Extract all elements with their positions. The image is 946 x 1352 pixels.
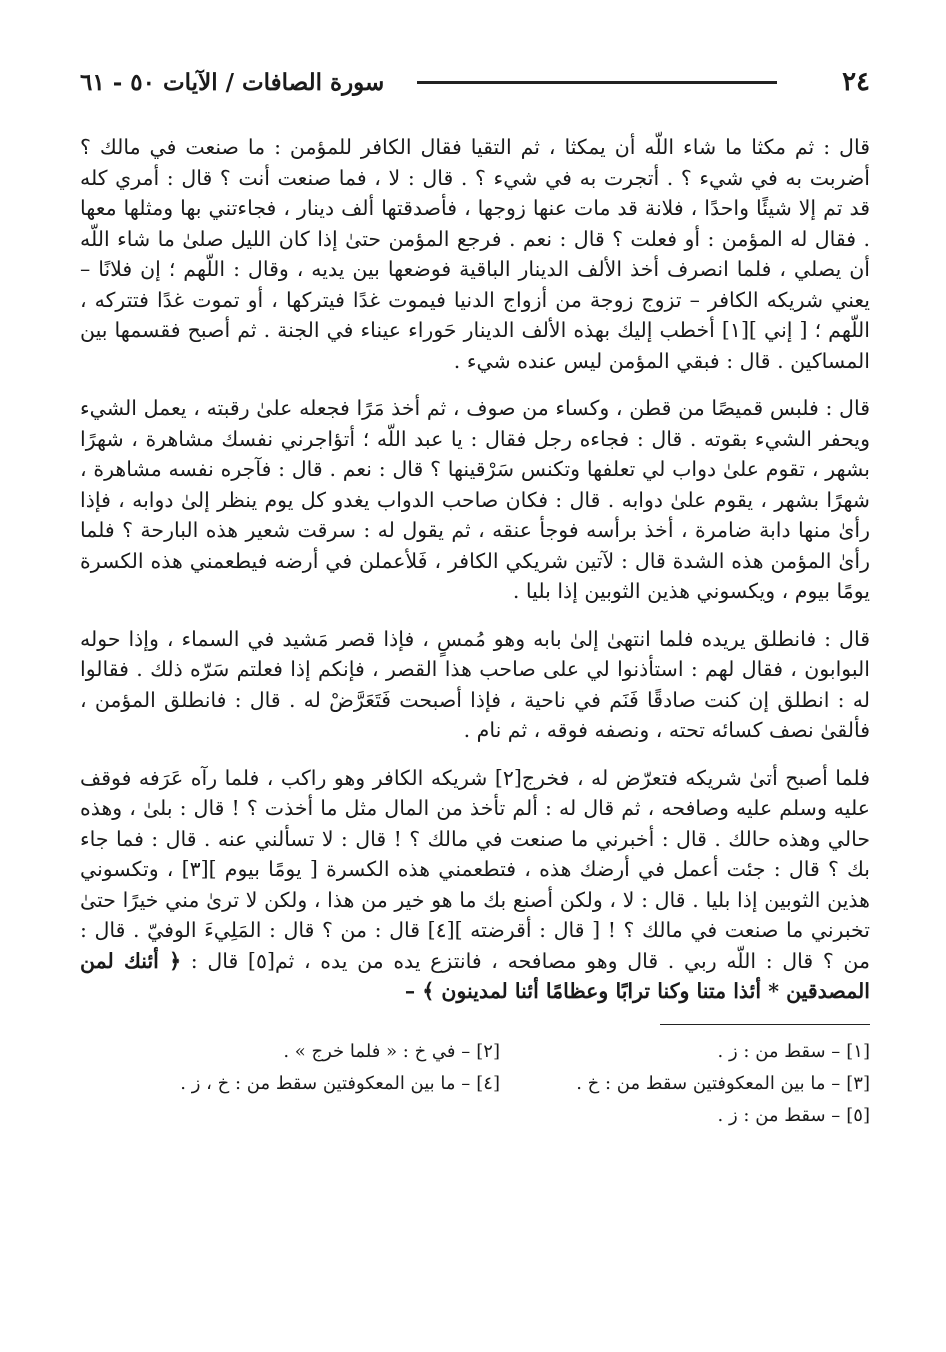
footnote-number: [٢] — [476, 1040, 500, 1062]
footnote-text: – ما بين المعكوفتين سقط من : خ ، ز . — [180, 1072, 471, 1094]
footnote-number: [٥] — [846, 1104, 870, 1126]
footnote-rule — [660, 1024, 870, 1025]
page-header — [80, 60, 870, 104]
footnote-text: – في خ : « فلما خرج » . — [283, 1040, 471, 1062]
body-text — [80, 132, 870, 1007]
footnote-text: – سقط من : ز . — [717, 1104, 841, 1126]
paragraph: قال : فانطلق يريده فلما انتهىٰ إلىٰ بابه وهو مُمسٍ ، فإذا قصر مَشيد في السماء ، وإذا حوله البوابون ، فقال لهم : استأذنوا لي على صاحب هذا القصر ، فإنكم إذا فعلتم سَرّه ذلك . فقالوا له : انطلق إن كنت صادقًا فَنَم في ناحية ، فإذا أصبحت فَتَعَرَّضْ له . قال : فانطلق المؤمن ، فألقىٰ نصف كسائه تحته ، ونصفه فوقه ، ثم نام . — [80, 626, 870, 742]
footnote-text: – ما بين المعكوفتين سقط من : خ . — [576, 1072, 841, 1094]
paragraph: قال : ثم مكثا ما شاء اللّه أن يمكثا ، ثم التقيا فقال الكافر للمؤمن : ما صنعت في مالك ؟أضربت به في شيء ؟ . أتجرت به في شيء ؟ . قال : لا ، فما صنعت أنت ؟ قال : أمري كله قد تم إلا شيئًا واحدًا ، فلانة قد مات عنها زوجها ، فأصدقتها ألف دينار ، فجاءتني بها ومثلها معها . فقال له المؤمن : أو فعلت ؟ قال : نعم . فرجع المؤمن حتىٰ إذا كان الليل صلىٰ ما شاء اللّه أن يصلي ، فلما انصرف أخذ الألف الدينار الباقية فوضعها بين يديه ، وقال : اللّهم ؛ إن فلانًا – يعني شريكه الكافر – تزوج زوجة من أزواج الدنيا فيموت غدًا فيتركها ، أو تموت غدًا فتتركه ، اللّهم ؛ [ إني ][١] أخطب إليك بهذه الألف الدينار حَوراء عيناء في الجنة . ثم أصبح فقسمها بين المساكين . قال : فبقي المؤمن ليس عنده شيء . — [80, 135, 870, 373]
footnote-number: [٣] — [846, 1072, 870, 1094]
footnote — [170, 1071, 500, 1097]
paragraph: قال : فلبس قميصًا من قطن ، وكساء من صوف ، ثم أخذ مَرًا فجعله علىٰ رقبته ، يعمل الشيء ويحفر الشيء بقوته . قال : فجاءه رجل فقال : يا عبد اللّه ؛ أتؤاجرني نفسك مشاهرة ، شهرًا بشهر ، تقوم علىٰ دواب لي تعلفها وتكنس سَرْقينها ؟ قال : نعم . قال : فآجره نفسه مشاهرة ، شهرًا بشهر ، يقوم علىٰ دوابه . قال : فكان صاحب الدواب يغدو كل يوم ينظر إلىٰ دوابه ، فإذا رأىٰ منها دابة ضامرة ، أخذ برأسه فوجأ عنقه ، ثم يقول له : سرقت شعير هذه البارحة ؟ فلما رأىٰ المؤمن هذه الشدة قال : لآتين شريكي الكافر ، فَلأعملن في أرضه فيطعمني هذه الكسرة يومًا بيوم ، ويكسوني هذين الثوبين إذا بليا . — [80, 396, 870, 603]
quran-verse: ﴿ أئنك لمن المصدقين * أئذا متنا وكنا ترابًا وعظامًا أئنا لمدينون ﴾ – — [80, 948, 870, 1003]
paragraph-text: فلما أصبح أتىٰ شريكه فتعرّض له ، فخرج[٢] شريكه الكافر وهو راكب ، فلما رآه عَرَفه فوقف عليه وسلم عليه وصافحه ، ثم قال له : ألم تأخذ من المال مثل ما أخذت ؟ ! قال : بلىٰ ، وهذه حالي وهذه حالك . قال : أخبرني ما صنعت في مالك ؟ ! قال : لا تسألني عنه . قال : فما جاء بك ؟ قال : جئت أعمل في أرضك هذه ، فتطعمني هذه الكسرة [ يومًا بيوم ][٣] ، وتكسوني هذين الثوبين إذا بليا . قال : لا ، ولكن أصنع بك ما هو خير من هذا ، ولكن لا ترىٰ مني خيرًا حتىٰ تخبرني ما صنعت في مالك ؟ ! [ قال : أقرضته ][٤] قال : من ؟ قال : المَلِيءَ الوفيّ . قال : من ؟ قال : اللّه ربي . قال وهو مصافحه ، فانتزع يده من يده ، ثم[٥] قال : — [80, 765, 870, 973]
footnote — [540, 1071, 870, 1097]
footnote — [540, 1103, 870, 1129]
header-rule — [417, 81, 777, 84]
footnote-number: [١] — [846, 1040, 870, 1062]
page — [80, 60, 870, 1300]
footnote — [540, 1039, 870, 1065]
running-title: سورة الصافات / الآيات ٥٠ - ٦١ — [80, 68, 385, 96]
footnotes — [80, 1039, 870, 1129]
footnote-number: [٤] — [476, 1072, 500, 1094]
footnote-text: – سقط من : ز . — [717, 1040, 841, 1062]
paragraph — [80, 763, 870, 1007]
page-number: ٢٤ — [842, 67, 870, 97]
footnote — [170, 1039, 500, 1065]
